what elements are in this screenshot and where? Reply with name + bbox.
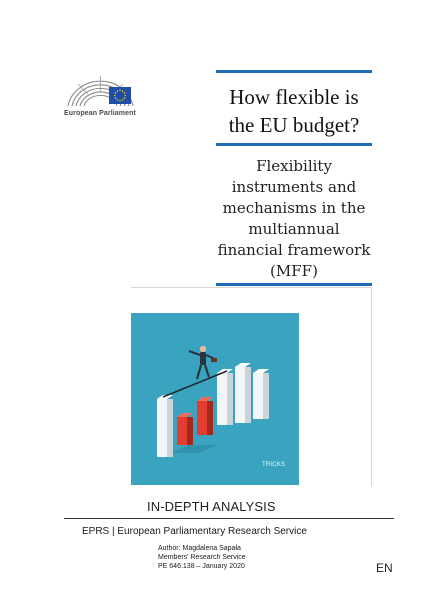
service-name: EPRS | European Parliamentary Research Service <box>82 526 307 537</box>
eu-flag-star <box>122 90 124 92</box>
document-type: IN-DEPTH ANALYSIS <box>147 499 276 514</box>
eu-flag-star <box>115 97 117 99</box>
document-reference: PE 646.138 – January 2020 <box>158 563 245 570</box>
document-subtitle: Flexibility instruments and mechanisms in the multiannual financial framework (MFF) <box>217 157 371 280</box>
author-name: Author: Magdalena Sapała <box>158 545 241 552</box>
document-title: How flexible is the EU budget? <box>228 85 360 137</box>
eu-flag-star <box>124 97 126 99</box>
language-code: EN <box>376 561 393 575</box>
author-unit: Members' Research Service <box>158 554 246 561</box>
footer-rule <box>64 518 394 519</box>
author-block <box>158 544 268 571</box>
title-top-rule <box>216 70 372 73</box>
cover-illustration <box>131 313 299 485</box>
subtitle-bottom-rule <box>216 283 372 286</box>
logo-label: European Parliament <box>64 110 136 117</box>
eu-flag-star <box>114 95 116 97</box>
eu-flag-icon <box>109 87 131 104</box>
tightrope-bar-chart-icon <box>131 313 299 485</box>
eu-flag-star <box>115 92 117 94</box>
eu-flag-star <box>117 90 119 92</box>
eu-flag-star <box>117 99 119 101</box>
eu-flag-star <box>119 100 121 102</box>
eu-flag-star <box>124 95 126 97</box>
eu-flag-star <box>124 92 126 94</box>
cover-caption: TRICKS <box>262 462 286 468</box>
eu-flag-star <box>122 99 124 101</box>
title-bottom-rule <box>216 143 372 146</box>
eu-flag-star <box>119 90 121 92</box>
